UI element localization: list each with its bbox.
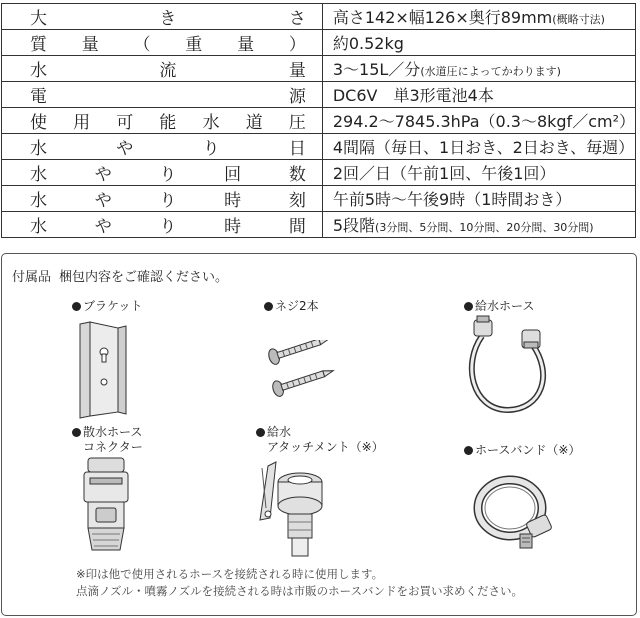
spec-label	[2, 212, 323, 238]
spec-value: DC6V 単3形電池4本	[322, 82, 635, 108]
spec-label-text: 電 源	[30, 87, 306, 107]
caption-attachment: 給水 アタッチメント（※）	[256, 425, 384, 455]
spec-value: 2回／日（午前1回、午後1回）	[322, 160, 635, 186]
hose-icon	[462, 314, 554, 418]
screw-icon	[266, 340, 336, 406]
caption-bracket: ブラケット	[72, 299, 142, 314]
spec-value: 午前5時〜午後9時（1時間おき）	[322, 186, 635, 212]
bracket-icon	[74, 320, 136, 420]
spec-row	[2, 30, 636, 56]
spec-value: 4間隔（毎日、1日おき、2日おき、毎週）	[322, 134, 635, 160]
bullet-icon	[72, 302, 81, 311]
spec-label-text: 水 流 量	[30, 61, 306, 81]
spec-label-text: 大 き さ	[30, 9, 306, 29]
bullet-icon	[264, 302, 273, 311]
bullet-icon	[464, 302, 473, 311]
caption-connector: 散水ホース コネクター	[72, 425, 143, 455]
spec-label-text: 質 量 （ 重 量 ）	[30, 35, 306, 55]
spec-value: 5段階(3分間、5分間、10分間、20分間、30分間)	[322, 212, 635, 238]
spec-row	[2, 108, 636, 134]
spec-label	[2, 108, 323, 134]
spec-label	[2, 186, 323, 212]
spec-row	[2, 186, 636, 212]
spec-label	[2, 160, 323, 186]
spec-row	[2, 134, 636, 160]
spec-row	[2, 82, 636, 108]
accessories-note: ※印は他で使用されるホースを接続される時に使用します。 点滴ノズル・噴霧ノズルを接続される時は市販のホースバンドをお買い求めください。	[76, 567, 524, 598]
spec-value: 294.2〜7845.3hPa（0.3〜8kgf／cm²）	[322, 108, 635, 134]
spec-label	[2, 4, 323, 30]
spec-label-text: 水 や り 時 刻	[30, 191, 306, 211]
hose-band-icon	[472, 464, 556, 552]
attachment-icon	[248, 458, 338, 560]
spec-row	[2, 4, 636, 30]
spec-label-text: 水 や り 回 数	[30, 165, 306, 185]
connector-icon	[80, 456, 132, 556]
spec-row	[2, 160, 636, 186]
accessories-heading: 付属品 梱包内容をご確認ください。	[12, 270, 229, 285]
spec-label-text: 使 用 可 能 水 道 圧	[30, 113, 306, 133]
spec-row	[2, 212, 636, 238]
caption-hose: 給水ホース	[464, 299, 534, 314]
caption-hose-band: ホースバンド（※）	[464, 443, 580, 458]
spec-label	[2, 56, 323, 82]
bullet-icon	[72, 428, 81, 437]
spec-label-text: 水 や り 時 間	[30, 217, 306, 237]
bullet-icon	[256, 428, 265, 437]
spec-value: 高さ142×幅126×奥行89mm(概略寸法)	[322, 4, 635, 30]
spec-value: 約0.52kg	[322, 30, 635, 56]
spec-table	[1, 3, 636, 238]
caption-screws: ネジ2本	[264, 299, 319, 314]
bullet-icon	[464, 446, 473, 455]
spec-label	[2, 134, 323, 160]
spec-label	[2, 30, 323, 56]
accessories-box	[1, 253, 637, 616]
spec-row	[2, 56, 636, 82]
spec-label-text: 水 や り 日	[30, 139, 306, 159]
spec-label	[2, 82, 323, 108]
spec-value: 3〜15L／分(水道圧によってかわります)	[322, 56, 635, 82]
